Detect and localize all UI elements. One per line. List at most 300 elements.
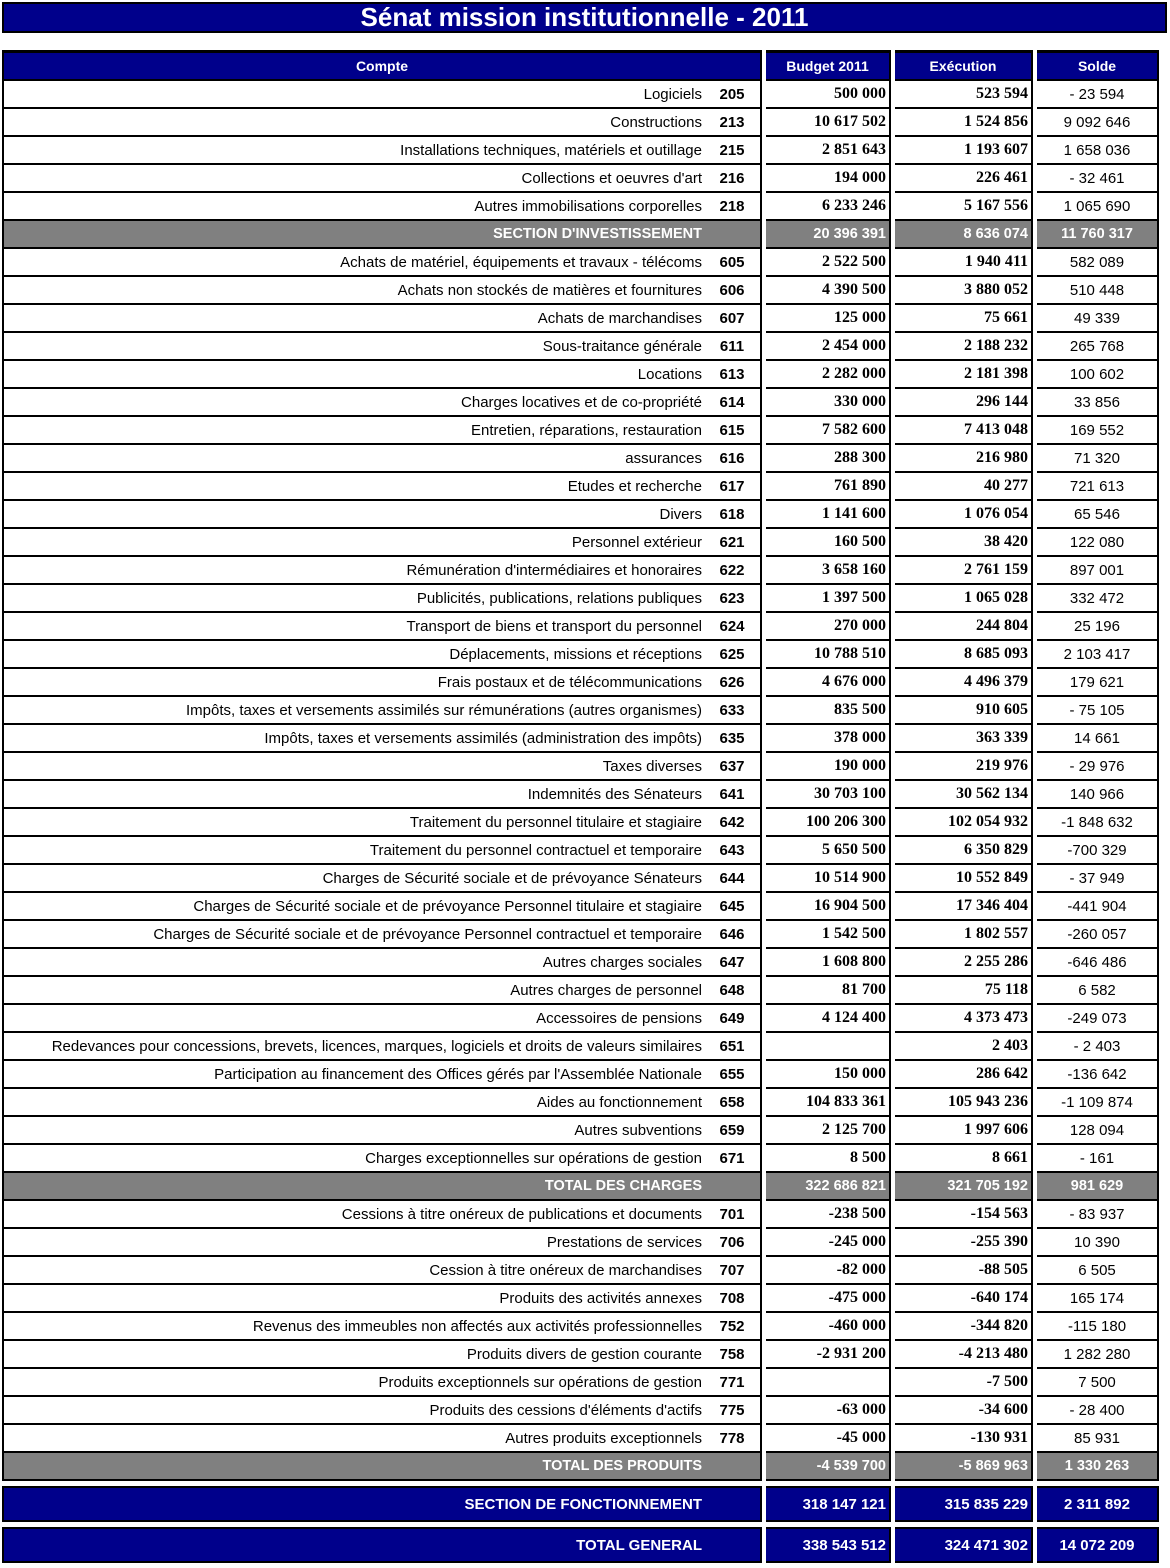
execution-value: -255 390 xyxy=(970,1233,1028,1250)
row-label: Entretien, réparations, restauration xyxy=(471,421,702,439)
table-row xyxy=(2,865,1159,893)
execution-value: 910 605 xyxy=(976,701,1028,718)
table-row xyxy=(2,333,1159,361)
budget-value: 194 000 xyxy=(834,169,886,186)
row-compte-cell xyxy=(2,165,762,193)
execution-value: 324 471 302 xyxy=(944,1536,1028,1554)
solde-value: -260 057 xyxy=(1067,925,1127,943)
row-compte-cell xyxy=(2,1229,762,1257)
row-code: 625 xyxy=(719,645,745,663)
budget-value: 20 396 391 xyxy=(813,226,886,242)
budget-value-cell xyxy=(766,305,891,333)
budget-value-cell xyxy=(766,1201,891,1229)
budget-value-cell xyxy=(766,1033,891,1061)
execution-value: 2 188 232 xyxy=(964,337,1028,354)
budget-value-cell xyxy=(766,81,891,109)
execution-value: 219 976 xyxy=(976,757,1028,774)
budget-value-cell xyxy=(766,333,891,361)
solde-value-cell xyxy=(1037,977,1159,1005)
budget-value-cell xyxy=(766,529,891,557)
solde-value: -115 180 xyxy=(1067,1317,1127,1335)
execution-value-cell xyxy=(895,1341,1033,1369)
row-compte-cell xyxy=(2,1257,762,1285)
solde-value-cell xyxy=(1037,1486,1159,1522)
solde-value-cell xyxy=(1037,417,1159,445)
solde-value: -1 109 874 xyxy=(1061,1093,1133,1111)
execution-value-cell xyxy=(895,837,1033,865)
execution-value-cell xyxy=(895,697,1033,725)
execution-value: 40 277 xyxy=(984,477,1028,494)
budget-value: -45 000 xyxy=(836,1429,886,1446)
row-label: TOTAL DES CHARGES xyxy=(544,1178,702,1194)
budget-value-cell xyxy=(766,1005,891,1033)
row-label: Constructions xyxy=(610,113,702,131)
table-header-row xyxy=(2,50,1159,81)
solde-value-cell xyxy=(1037,501,1159,529)
table-row xyxy=(2,1486,1159,1522)
row-code: 708 xyxy=(719,1289,745,1307)
execution-value-cell xyxy=(895,1229,1033,1257)
row-code: 613 xyxy=(719,365,745,383)
solde-value-cell xyxy=(1037,1229,1159,1257)
budget-value: 4 676 000 xyxy=(822,673,886,690)
row-compte-cell xyxy=(2,669,762,697)
table-row xyxy=(2,389,1159,417)
solde-value-cell xyxy=(1037,1341,1159,1369)
row-code: 641 xyxy=(719,785,745,803)
table-row xyxy=(2,249,1159,277)
row-label: Cessions à titre onéreux de publications et documents xyxy=(341,1205,702,1223)
row-code: 651 xyxy=(719,1037,745,1055)
row-code: 624 xyxy=(719,617,745,635)
row-compte-cell xyxy=(2,333,762,361)
budget-value: 500 000 xyxy=(834,85,886,102)
execution-value-cell xyxy=(895,165,1033,193)
row-compte-cell xyxy=(2,193,762,221)
solde-value-cell xyxy=(1037,221,1159,249)
execution-value: 6 350 829 xyxy=(964,841,1028,858)
table-row xyxy=(2,613,1159,641)
table-row xyxy=(2,1397,1159,1425)
solde-value-cell xyxy=(1037,1089,1159,1117)
solde-value: - 2 403 xyxy=(1073,1037,1121,1055)
table-row xyxy=(2,1229,1159,1257)
table-row xyxy=(2,1257,1159,1285)
table-header-compte: Compte xyxy=(2,50,762,81)
execution-value: -344 820 xyxy=(970,1317,1028,1334)
row-label: Indemnités des Sénateurs xyxy=(527,785,702,803)
budget-value-cell xyxy=(766,277,891,305)
budget-value-cell xyxy=(766,1313,891,1341)
execution-value-cell xyxy=(895,193,1033,221)
solde-value-cell xyxy=(1037,641,1159,669)
budget-value-cell xyxy=(766,1061,891,1089)
execution-value: -4 213 480 xyxy=(958,1345,1028,1362)
execution-value: 75 661 xyxy=(984,309,1028,326)
budget-value-cell xyxy=(766,473,891,501)
execution-value-cell xyxy=(895,585,1033,613)
solde-value: 6 582 xyxy=(1078,981,1116,999)
execution-value: 8 636 074 xyxy=(963,226,1028,242)
execution-value: 38 420 xyxy=(984,533,1028,550)
row-code: 707 xyxy=(719,1261,745,1279)
row-code: 607 xyxy=(719,309,745,327)
solde-value-cell xyxy=(1037,781,1159,809)
solde-value-cell xyxy=(1037,1369,1159,1397)
solde-value: 65 546 xyxy=(1074,505,1120,523)
table-row xyxy=(2,1285,1159,1313)
solde-value: 100 602 xyxy=(1069,365,1125,383)
table-row xyxy=(2,641,1159,669)
row-label: TOTAL GENERAL xyxy=(576,1536,702,1554)
row-code: 771 xyxy=(719,1373,745,1391)
budget-value-cell xyxy=(766,1369,891,1397)
budget-value-cell xyxy=(766,501,891,529)
solde-value: 1 282 280 xyxy=(1063,1345,1131,1363)
solde-value: 11 760 317 xyxy=(1061,226,1133,242)
row-compte-cell xyxy=(2,81,762,109)
table-row xyxy=(2,697,1159,725)
budget-value-cell xyxy=(766,1089,891,1117)
execution-value-cell xyxy=(895,445,1033,473)
row-compte-cell xyxy=(2,137,762,165)
row-label: Achats non stockés de matières et fournitures xyxy=(397,281,702,299)
solde-value: 10 390 xyxy=(1074,1233,1120,1251)
row-label: Frais postaux et de télécommunications xyxy=(437,673,702,691)
row-compte-cell xyxy=(2,1425,762,1453)
execution-value-cell xyxy=(895,1313,1033,1341)
row-code: 621 xyxy=(719,533,745,551)
table-row xyxy=(2,893,1159,921)
solde-value-cell xyxy=(1037,249,1159,277)
solde-value: -441 904 xyxy=(1067,897,1127,915)
budget-value: 125 000 xyxy=(834,309,886,326)
execution-value: 105 943 236 xyxy=(948,1093,1028,1110)
row-compte-cell xyxy=(2,1201,762,1229)
row-label: Cession à titre onéreux de marchandises xyxy=(429,1261,702,1279)
row-compte-cell xyxy=(2,1369,762,1397)
row-compte-cell xyxy=(2,557,762,585)
row-label: Impôts, taxes et versements assimilés (administration des impôts) xyxy=(264,729,702,747)
budget-value: 2 522 500 xyxy=(822,253,886,270)
budget-value: 330 000 xyxy=(834,393,886,410)
row-code: 216 xyxy=(719,169,745,187)
execution-value: 1 076 054 xyxy=(964,505,1028,522)
solde-value: -646 486 xyxy=(1067,953,1127,971)
solde-value-cell xyxy=(1037,277,1159,305)
execution-value: 7 413 048 xyxy=(964,421,1028,438)
execution-value: 1 940 411 xyxy=(964,253,1028,270)
budget-value: 1 542 500 xyxy=(822,925,886,942)
row-label: SECTION DE FONCTIONNEMENT xyxy=(464,1495,702,1513)
table-row xyxy=(2,949,1159,977)
budget-value: -245 000 xyxy=(828,1233,886,1250)
budget-value-cell xyxy=(766,1486,891,1522)
title-table-gap xyxy=(2,33,1170,50)
solde-value: 179 621 xyxy=(1069,673,1125,691)
row-compte-cell xyxy=(2,1117,762,1145)
execution-value-cell xyxy=(895,221,1033,249)
solde-value-cell xyxy=(1037,557,1159,585)
execution-value-cell xyxy=(895,725,1033,753)
row-code: 659 xyxy=(719,1121,745,1139)
solde-value: 2 311 892 xyxy=(1064,1495,1130,1513)
table-row xyxy=(2,809,1159,837)
table-row xyxy=(2,1145,1159,1173)
row-compte-cell xyxy=(2,1313,762,1341)
row-label: Installations techniques, matériels et outillage xyxy=(400,141,702,159)
solde-value: 721 613 xyxy=(1069,477,1125,495)
row-label: Autres charges de personnel xyxy=(510,981,702,999)
row-compte-cell xyxy=(2,501,762,529)
budget-value: 2 282 000 xyxy=(822,365,886,382)
solde-value: 981 629 xyxy=(1070,1178,1124,1194)
execution-value-cell xyxy=(895,557,1033,585)
row-code: 622 xyxy=(719,561,745,579)
budget-value-cell xyxy=(766,613,891,641)
execution-value-cell xyxy=(895,529,1033,557)
budget-value-cell xyxy=(766,921,891,949)
execution-value: -34 600 xyxy=(978,1401,1028,1418)
execution-value: 1 524 856 xyxy=(964,113,1028,130)
row-label: Publicités, publications, relations publiques xyxy=(416,589,702,607)
execution-value: -5 869 963 xyxy=(958,1458,1028,1474)
row-code: 605 xyxy=(719,253,745,271)
solde-value: 169 552 xyxy=(1069,421,1125,439)
solde-value: 14 072 209 xyxy=(1059,1536,1135,1554)
row-compte-cell xyxy=(2,1453,762,1481)
solde-value: - 28 400 xyxy=(1069,1401,1125,1419)
execution-value: 296 144 xyxy=(976,393,1028,410)
row-compte-cell xyxy=(2,1397,762,1425)
solde-value-cell xyxy=(1037,753,1159,781)
row-code: 637 xyxy=(719,757,745,775)
solde-value: 6 505 xyxy=(1078,1261,1116,1279)
budget-value-cell xyxy=(766,865,891,893)
row-compte-cell xyxy=(2,725,762,753)
table-header-execution: Exécution xyxy=(895,50,1033,81)
table-row xyxy=(2,1369,1159,1397)
budget-value-cell xyxy=(766,697,891,725)
execution-value-cell xyxy=(895,473,1033,501)
row-label: Produits des cessions d'éléments d'actifs xyxy=(429,1401,702,1419)
execution-value-cell xyxy=(895,1285,1033,1313)
table-header-solde: Solde xyxy=(1037,50,1159,81)
row-compte-cell xyxy=(2,277,762,305)
solde-value-cell xyxy=(1037,921,1159,949)
budget-value-cell xyxy=(766,1173,891,1201)
execution-value-cell xyxy=(895,501,1033,529)
row-code: 775 xyxy=(719,1401,745,1419)
execution-value: 75 118 xyxy=(984,981,1028,998)
row-code: 617 xyxy=(719,477,745,495)
row-code: 626 xyxy=(719,673,745,691)
execution-value-cell xyxy=(895,389,1033,417)
solde-value: 332 472 xyxy=(1069,589,1125,607)
solde-value: 265 768 xyxy=(1069,337,1125,355)
row-label: Autres charges sociales xyxy=(542,953,702,971)
row-compte-cell xyxy=(2,473,762,501)
solde-value: 9 092 646 xyxy=(1063,113,1131,131)
row-label: Aides au fonctionnement xyxy=(536,1093,702,1111)
table-row xyxy=(2,725,1159,753)
budget-value: 3 658 160 xyxy=(822,561,886,578)
solde-value-cell xyxy=(1037,445,1159,473)
table-body xyxy=(2,81,1159,1563)
row-label: TOTAL DES PRODUITS xyxy=(542,1458,702,1474)
budget-value: 2 125 700 xyxy=(822,1121,886,1138)
row-compte-cell xyxy=(2,613,762,641)
solde-value: 582 089 xyxy=(1069,253,1125,271)
execution-value-cell xyxy=(895,809,1033,837)
budget-value: 4 390 500 xyxy=(822,281,886,298)
budget-value: 81 700 xyxy=(842,981,886,998)
budget-value: 322 686 821 xyxy=(805,1178,886,1194)
row-code: 623 xyxy=(719,589,745,607)
budget-value: 10 788 510 xyxy=(814,645,886,662)
row-compte-cell xyxy=(2,249,762,277)
solde-value-cell xyxy=(1037,949,1159,977)
solde-value: -1 848 632 xyxy=(1061,813,1133,831)
budget-value: 2 454 000 xyxy=(822,337,886,354)
row-code: 215 xyxy=(719,141,745,159)
table-row xyxy=(2,1173,1159,1201)
table-row xyxy=(2,1201,1159,1229)
table-header-budget: Budget 2011 xyxy=(766,50,891,81)
execution-value-cell xyxy=(895,1033,1033,1061)
solde-value: 1 065 690 xyxy=(1063,197,1131,215)
row-label: assurances xyxy=(625,449,702,467)
row-label: Taxes diverses xyxy=(602,757,702,775)
budget-value: 150 000 xyxy=(834,1065,886,1082)
solde-value: - 161 xyxy=(1079,1149,1115,1167)
solde-value: 1 330 263 xyxy=(1064,1458,1130,1474)
table-row xyxy=(2,1341,1159,1369)
budget-value-cell xyxy=(766,445,891,473)
execution-value-cell xyxy=(895,1005,1033,1033)
execution-value: 4 373 473 xyxy=(964,1009,1028,1026)
row-label: Revenus des immeubles non affectés aux activités professionnelles xyxy=(252,1317,702,1335)
row-label: Redevances pour concessions, brevets, licences, marques, logiciels et droits de valeurs similaires xyxy=(51,1037,702,1055)
budget-value-cell xyxy=(766,1527,891,1563)
row-code: 758 xyxy=(719,1345,745,1363)
row-code: 213 xyxy=(719,113,745,131)
row-label: Divers xyxy=(659,505,702,523)
execution-value: -88 505 xyxy=(978,1261,1028,1278)
execution-value-cell xyxy=(895,1486,1033,1522)
table-row xyxy=(2,417,1159,445)
row-compte-cell xyxy=(2,977,762,1005)
table-row xyxy=(2,1425,1159,1453)
execution-value: 315 835 229 xyxy=(944,1495,1028,1513)
execution-value: -7 500 xyxy=(986,1373,1028,1390)
table-row xyxy=(2,1061,1159,1089)
row-code: 614 xyxy=(719,393,745,411)
row-code: 647 xyxy=(719,953,745,971)
row-label: Etudes et recherche xyxy=(567,477,702,495)
budget-value-cell xyxy=(766,221,891,249)
solde-value-cell xyxy=(1037,613,1159,641)
row-compte-cell xyxy=(2,305,762,333)
execution-value: 4 496 379 xyxy=(964,673,1028,690)
execution-value-cell xyxy=(895,1425,1033,1453)
row-code: 706 xyxy=(719,1233,745,1251)
table-row xyxy=(2,557,1159,585)
budget-value: -4 539 700 xyxy=(816,1458,886,1474)
solde-value-cell xyxy=(1037,1033,1159,1061)
row-label: Charges de Sécurité sociale et de prévoyance Sénateurs xyxy=(322,869,702,887)
row-code: 615 xyxy=(719,421,745,439)
execution-value: 5 167 556 xyxy=(964,197,1028,214)
row-code: 645 xyxy=(719,897,745,915)
budget-value-cell xyxy=(766,585,891,613)
table-row xyxy=(2,1313,1159,1341)
execution-value: 321 705 192 xyxy=(947,1178,1028,1194)
solde-value-cell xyxy=(1037,893,1159,921)
budget-value-cell xyxy=(766,417,891,445)
row-compte-cell xyxy=(2,781,762,809)
solde-value-cell xyxy=(1037,1527,1159,1563)
table-row xyxy=(2,1527,1159,1563)
execution-value: 2 181 398 xyxy=(964,365,1028,382)
table-row xyxy=(2,501,1159,529)
row-label: Autres immobilisations corporelles xyxy=(474,197,702,215)
execution-value: 2 255 286 xyxy=(964,953,1028,970)
execution-value-cell xyxy=(895,137,1033,165)
solde-value-cell xyxy=(1037,725,1159,753)
solde-value-cell xyxy=(1037,697,1159,725)
row-code: 671 xyxy=(719,1149,745,1167)
execution-value-cell xyxy=(895,781,1033,809)
budget-value: 835 500 xyxy=(834,701,886,718)
execution-value: -154 563 xyxy=(970,1205,1028,1222)
budget-value-cell xyxy=(766,1453,891,1481)
row-code: 752 xyxy=(719,1317,745,1335)
budget-value: 1 608 800 xyxy=(822,953,886,970)
row-code: 658 xyxy=(719,1093,745,1111)
execution-value-cell xyxy=(895,305,1033,333)
budget-value: 1 397 500 xyxy=(822,589,886,606)
solde-value: 49 339 xyxy=(1074,309,1120,327)
execution-value-cell xyxy=(895,1257,1033,1285)
solde-value-cell xyxy=(1037,1061,1159,1089)
table-row xyxy=(2,1089,1159,1117)
execution-value-cell xyxy=(895,1117,1033,1145)
solde-value: - 37 949 xyxy=(1069,869,1125,887)
budget-value: 16 904 500 xyxy=(814,897,886,914)
table-row xyxy=(2,1033,1159,1061)
row-code: 655 xyxy=(719,1065,745,1083)
table-row xyxy=(2,781,1159,809)
execution-value-cell xyxy=(895,1369,1033,1397)
row-compte-cell xyxy=(2,529,762,557)
execution-value-cell xyxy=(895,669,1033,697)
row-compte-cell xyxy=(2,1285,762,1313)
table-row xyxy=(2,1453,1159,1481)
budget-value-cell xyxy=(766,1397,891,1425)
execution-value: -640 174 xyxy=(970,1289,1028,1306)
solde-value-cell xyxy=(1037,809,1159,837)
budget-value: 10 617 502 xyxy=(814,113,886,130)
row-compte-cell xyxy=(2,389,762,417)
row-label: Achats de marchandises xyxy=(537,309,702,327)
row-code: 648 xyxy=(719,981,745,999)
solde-value: 85 931 xyxy=(1074,1429,1120,1447)
row-label: Transport de biens et transport du personnel xyxy=(406,617,702,635)
row-compte-cell xyxy=(2,1145,762,1173)
table-row xyxy=(2,445,1159,473)
budget-value: 318 147 121 xyxy=(802,1495,886,1513)
